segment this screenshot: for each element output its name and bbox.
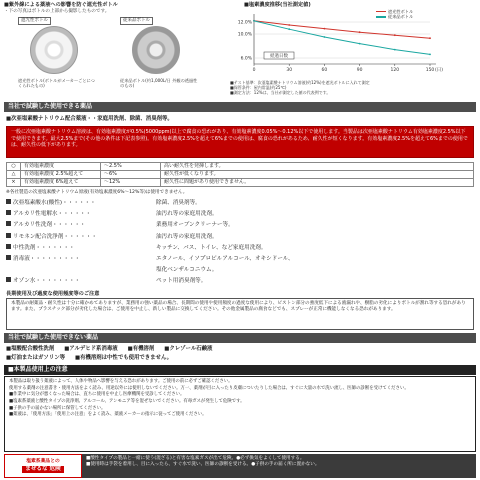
x-tick-label: 0 (252, 68, 256, 73)
series-point-1 (359, 43, 361, 45)
series-point-1 (288, 28, 290, 30)
concentration-desc: 耐久性に問題があり使用できません。 (161, 179, 474, 187)
series-point-0 (324, 28, 326, 30)
usable-chemical-name-cell (6, 232, 156, 243)
usable-chemical-name: アルカリ性洗剤 (13, 222, 52, 229)
caution-paragraph: 使用する薬剤の注意書き・使用方法をよく読み、用途以外には使用しないでください。万一、薬剤が目に入ったり皮膚についたりした場合は、すぐに大量の水で洗い流し、医師の診断を受けてください。 (9, 385, 409, 391)
top-section (4, 2, 476, 100)
x-tick-label: 60 (321, 68, 328, 73)
chart-legend (376, 9, 413, 20)
bullet-square-icon (6, 199, 11, 204)
chart-note: ■測定方法：12%は、当社が測定した値の代表例です。 (230, 90, 331, 95)
bottle1-tag: 遮光性ボトル (18, 17, 51, 25)
usable-chemical-name: アルカリ性電解水 (13, 211, 58, 218)
usable-chemical-row (6, 220, 474, 231)
chart-notes (230, 80, 476, 95)
bottom-warning-line: ■使用時は手袋を着用し、目に入ったら、すぐ水で洗い、医師の診断を受ける。●子供の手の届く所に置かない。 (86, 461, 320, 467)
leader-dots: ・・・・・・・・ (35, 278, 81, 285)
usable-chemical-name: 中性洗剤 (13, 244, 36, 251)
leader-dots: ・・・・・・ (62, 200, 96, 206)
bullet-square-icon (6, 244, 11, 249)
concentration-row (7, 171, 474, 179)
caution-box (4, 376, 476, 452)
unusable-row (6, 355, 474, 362)
usable-chemical-use: 除菌、消臭剤等。 (156, 200, 201, 206)
mix-danger-line2: まぜるな 危険 (22, 466, 64, 473)
bottle-comparison (4, 2, 226, 100)
usable-chemical-use: エタノール、イソプロピルアルコール、オキシドール、 (156, 256, 294, 263)
unusable-chemical: ■アルデヒド系消毒液 (64, 346, 118, 352)
series-point-0 (429, 37, 431, 39)
series-point-1 (253, 20, 255, 22)
concentration-row (7, 179, 474, 187)
concentration-label: 有効塩素濃度 6%超えて (21, 179, 101, 187)
leader-dots: ・・・・・・・ (35, 244, 75, 251)
conventional-bottle-photo (132, 26, 180, 74)
usable-chemical-name-cell (6, 220, 156, 231)
unusable-chemical: ■有機溶剤 (127, 346, 155, 352)
bullet-square-icon (6, 221, 11, 226)
mix-danger-line1: 塩素系薬品との (26, 459, 60, 465)
usable-chemical-name-cell (6, 243, 156, 254)
usable-chemical-name-cell (6, 254, 156, 265)
legend-label-0: 遮光性ボトル (388, 9, 414, 14)
unusable-chemical: ■クレゾール石鹸液 (164, 346, 213, 352)
series-point-0 (359, 31, 361, 33)
concentration-desc: 耐久性が低くなります。 (161, 171, 474, 179)
y-tick-label: 6.0% (240, 56, 252, 62)
usable-chemical-use: ペット用消臭剤等。 (156, 278, 207, 285)
chart-title: ■塩素濃度推移(当社測定値) (244, 2, 311, 8)
bottle2-tag: 従来品ボトル (120, 17, 153, 25)
chlorine-chart-panel (230, 2, 476, 100)
caution-band: ■本製品使用上の注意 (4, 365, 476, 375)
usable-chemical-row (6, 265, 474, 276)
usable-chemical-row (6, 276, 474, 287)
usable-chemical-name: 消毒液 (13, 256, 30, 263)
series-point-1 (394, 49, 396, 51)
usable-chemical-name: 次亜塩素酸水(酸性) (13, 200, 63, 206)
usable-chemical-row (6, 198, 474, 209)
bullet-square-icon (6, 255, 11, 260)
chart-note: ■テスト基準：次亜塩素酸ナトリウム溶液(約12%)を遮光ボトルに入れて測定 (230, 80, 370, 85)
bottle2-caption: 従来品ボトル(約1,000L/日 外観の透過性のもの) (120, 78, 198, 89)
chlorine-line-chart (230, 10, 476, 80)
usable-chemicals-list (6, 198, 474, 288)
legend-swatch-1 (376, 16, 386, 18)
long-use-box: 本製品の耐薬品・耐久性は十分に確かめてありますが、業務用の強い薬品の場合、長期間の使用や使用頻度の過度な使用により、ピストン部分の強度低下による液漏れや、樹脂の劣化によりボトルが割れ等する恐れがあります。また、プラスチック部分が劣化した場合は、ご使用を中止し、新しい製品に交換してください。その他金属製品の腐食などでも、スプレーが正常に機能しなくなる恐れがあります。 (6, 298, 474, 330)
section-band-unusable: 当社で試験した使用できない薬品 (4, 333, 476, 343)
legend-item-1 (376, 14, 413, 19)
light-shield-bottle-photo (30, 26, 78, 74)
leader-dots: ・・・・・・ (57, 211, 92, 218)
concentration-range: 〜12% (101, 179, 161, 187)
bullet-square-icon (6, 277, 11, 282)
bullet-square-icon (6, 210, 11, 215)
usable-chemical-name: リモネン配合洗浄剤 (13, 233, 64, 240)
usable-chemical-row (6, 232, 474, 243)
caution-paragraph: 本製品は取り扱う薬液によって、人体や物品へ影響を与える恐れがあります。ご使用の前に必ずご確認ください。 (9, 379, 233, 384)
usable-chemical-row (6, 243, 474, 254)
caution-paragraph: ■子供の手の届かない場所に保管してください。 (9, 405, 106, 411)
x-tick-label: 90 (356, 68, 363, 73)
x-tick-label: 120 (390, 68, 400, 73)
usable-chemical-use: 油汚れ等の家庭用洗剤。 (156, 233, 218, 240)
concentration-mark: △ (7, 171, 21, 179)
usable-chemical-use: 塩化ベンザルコニウム。 (156, 267, 218, 274)
series-line-1 (254, 21, 430, 55)
hypochlorite-warning-box: 一般に次亜塩素酸ナトリウム溶液は、有効塩素濃度が0.5%(5000ppm)以上で腐食の恐れがあり、有効塩素濃度0.05%〜0.12%以下で使用します。当製品は次亜塩素酸ナトリウム有効塩素濃度2.5%以下で使用できます。最大2.5%まで(その他の条件は下記表参照)。有効塩素濃度2.5%を超えて6%までの使用は、腐食の恐れがあるため、耐久性が短くなります。有効塩素濃度2.5%を超えて6%までの使用では、耐久性の低下があります。 (6, 126, 474, 158)
concentration-desc: 高い耐久性を発揮します。 (161, 163, 474, 171)
legend-label-1: 従来品ボトル (388, 14, 414, 20)
chart-note: ■保管条件：屋内常温(約25℃) (230, 85, 287, 90)
series-point-0 (394, 34, 396, 36)
concentration-range: 〜6% (101, 171, 161, 179)
concentration-mark: × (7, 179, 21, 187)
usable-chemical-use: 油汚れ等の家庭用洗剤。 (156, 211, 218, 218)
bottle-subheading: ・下の写真はボトルの上部から撮影したものです。 (4, 8, 110, 14)
section-band-usable: 当社で試験した使用できる薬品 (4, 102, 476, 112)
x-unit-label: (日) (434, 68, 444, 73)
usable-chemical-name-cell (6, 198, 156, 209)
usable-chemical-name-cell (6, 265, 156, 276)
series-point-0 (288, 24, 290, 26)
bottom-warning-line: ■酸性タイプの製品と一緒に使う(混ざる)と有害な塩素ガスが出て危険。●必ず換気をよくして使用する。 (86, 456, 305, 461)
caution-paragraph: ■塩素系薬液と酸性タイプの洗浄剤、アルコール、アンモニア等を混ぜないでください。有毒ガスが発生して危険です。 (9, 398, 245, 404)
bullet-square-icon (6, 233, 11, 238)
caution-paragraph: ■薬液は、「使用方法」「使用上の注意」をよく読み、薬液メーカーの指示に従ってご使用ください。 (9, 412, 207, 418)
usable-chemical-name-cell (6, 276, 156, 287)
unusable-chemical: ■灯油またはガソリン等 (6, 355, 65, 361)
series-point-1 (429, 54, 431, 56)
series-line-0 (254, 21, 430, 38)
leader-dots: ・・・・・・・・・ (29, 256, 81, 263)
usable-chemical-use: キッチン、バス、トイレ、など家庭用洗剤。 (156, 244, 267, 251)
unusable-chemical: ■有機溶剤は中性でも使用できません。 (75, 355, 173, 361)
legend-swatch-0 (376, 11, 386, 13)
usable-chemical-use: 業務用オーブンクリーナー等。 (156, 222, 234, 229)
leader-dots: ・・・・・・ (63, 233, 97, 240)
y-tick-label: 12.0% (237, 20, 252, 26)
long-use-heading: 長期使用及び過度な使用頻度等のご注意 (6, 291, 100, 297)
usable-chemical-name-cell (6, 209, 156, 220)
usable-chemical-row (6, 254, 474, 265)
y-tick-label: 10.0% (237, 32, 252, 38)
bottom-warning-text (82, 454, 476, 478)
concentration-table (6, 162, 474, 187)
concentration-row (7, 163, 474, 171)
hypochlorite-subhead: ■次亜塩素酸ナトリウム配合薬液・・家庭用洗剤、除菌、消臭剤等。 (6, 116, 173, 122)
unusable-row (6, 346, 474, 353)
bottom-warning (4, 454, 476, 478)
concentration-label: 有効塩素濃度 (21, 163, 101, 171)
usable-chemical-row (6, 209, 474, 220)
concentration-range: 〜2.5% (101, 163, 161, 171)
concentration-label: 有効塩素濃度 2.5%超えて (21, 171, 101, 179)
unusable-chemical: ■塩酸配合酸性洗剤 (6, 346, 55, 352)
bottle-heading: ■紫外線による薬液への影響を防ぐ遮光性ボトル (4, 2, 118, 8)
x-tick-label: 150 (425, 68, 435, 73)
hypochlorite-note: ※各社製造の次亜塩素酸ナトリウム原液(有効塩素濃度6%〜12%等)は使用できません。 (6, 190, 188, 195)
concentration-mark: ○ (7, 163, 21, 171)
x-tick-label: 30 (286, 68, 293, 73)
usable-chemical-name: オゾン水 (13, 278, 36, 285)
mix-danger-label (4, 454, 82, 478)
caution-paragraph: ■作業中に気分が悪くなった場合は、直ちに使用を中止し医療機関を受診してください。 (9, 392, 185, 398)
series-point-1 (324, 36, 326, 38)
x-axis-label: 経過日数 (270, 54, 288, 59)
leader-dots: ・・・・・・ (51, 222, 86, 229)
bottle1-caption: 遮光性ボトル(ボトルがメーカーごとにつくられたもの) (18, 78, 95, 89)
